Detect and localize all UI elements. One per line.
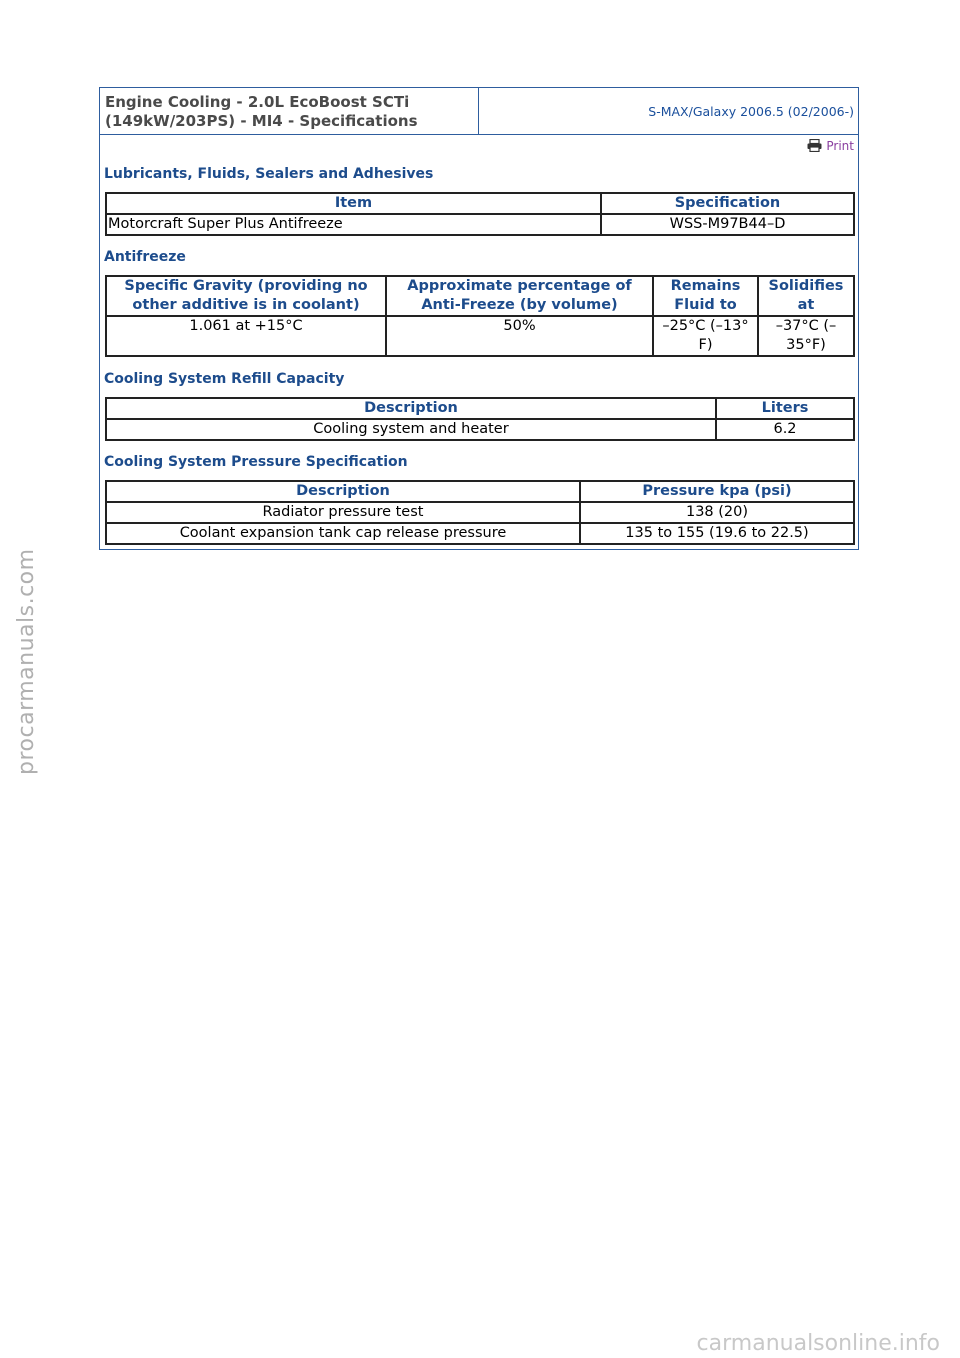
- column-header: Pressure kpa (psi): [580, 481, 854, 502]
- print-link[interactable]: [807, 139, 854, 153]
- table-cell: 50%: [386, 316, 653, 356]
- side-watermark: procarmanuals.com: [14, 548, 39, 775]
- table-row: [106, 316, 854, 356]
- pressure-spec-table: [105, 480, 855, 545]
- document-content: [100, 135, 858, 549]
- table-row: [106, 523, 854, 544]
- table-cell: Radiator pressure test: [106, 502, 580, 523]
- table-row: [106, 502, 854, 523]
- document-frame: [99, 87, 859, 550]
- column-header: Liters: [716, 398, 854, 419]
- table-header-row: [106, 276, 854, 316]
- table-cell: Coolant expansion tank cap release pressure: [106, 523, 580, 544]
- table-cell: 138 (20): [580, 502, 854, 523]
- section-title-lubricants: Lubricants, Fluids, Sealers and Adhesives: [104, 166, 434, 182]
- model-label: S-MAX/Galaxy 2006.5 (02/2006-): [648, 103, 854, 119]
- refill-capacity-table: [105, 397, 855, 441]
- print-row: [104, 135, 854, 157]
- document-header: [100, 88, 858, 135]
- column-header: Specification: [601, 193, 854, 214]
- table-cell: 135 to 155 (19.6 to 22.5): [580, 523, 854, 544]
- page-title-line1: Engine Cooling - 2.0L EcoBoost SCTi: [105, 93, 410, 111]
- section-title-pressure-spec: Cooling System Pressure Specification: [104, 454, 408, 470]
- table-row: [106, 419, 854, 440]
- table-cell: Cooling system and heater: [106, 419, 716, 440]
- table-cell: 1.061 at +15°C: [106, 316, 386, 356]
- column-header: Description: [106, 398, 716, 419]
- table-cell: Motorcraft Super Plus Antifreeze: [106, 214, 601, 235]
- lubricants-table: [105, 192, 855, 236]
- column-header: Item: [106, 193, 601, 214]
- section-title-refill-capacity: Cooling System Refill Capacity: [104, 371, 345, 387]
- column-header: Specific Gravity (providing no other additive is in coolant): [106, 276, 386, 316]
- column-header: Approximate percentage of Anti-Freeze (by volume): [386, 276, 653, 316]
- page-title: [100, 88, 479, 134]
- column-header: Remains Fluid to: [653, 276, 758, 316]
- column-header: Solidifies at: [758, 276, 854, 316]
- table-cell: 6.2: [716, 419, 854, 440]
- antifreeze-table: [105, 275, 855, 357]
- table-cell: –25°C (–13° F): [653, 316, 758, 356]
- table-header-row: [106, 481, 854, 502]
- print-label: Print: [826, 139, 854, 153]
- column-header: Description: [106, 481, 580, 502]
- table-cell: WSS-M97B44–D: [601, 214, 854, 235]
- printer-icon: [807, 139, 822, 155]
- table-header-row: [106, 398, 854, 419]
- table-cell: –37°C (–35°F): [758, 316, 854, 356]
- table-row: [106, 214, 854, 235]
- page-title-line2: (149kW/203PS) - MI4 - Specifications: [105, 112, 418, 130]
- table-header-row: [106, 193, 854, 214]
- bottom-watermark: carmanualsonline.info: [696, 1331, 940, 1356]
- section-title-antifreeze: Antifreeze: [104, 249, 186, 265]
